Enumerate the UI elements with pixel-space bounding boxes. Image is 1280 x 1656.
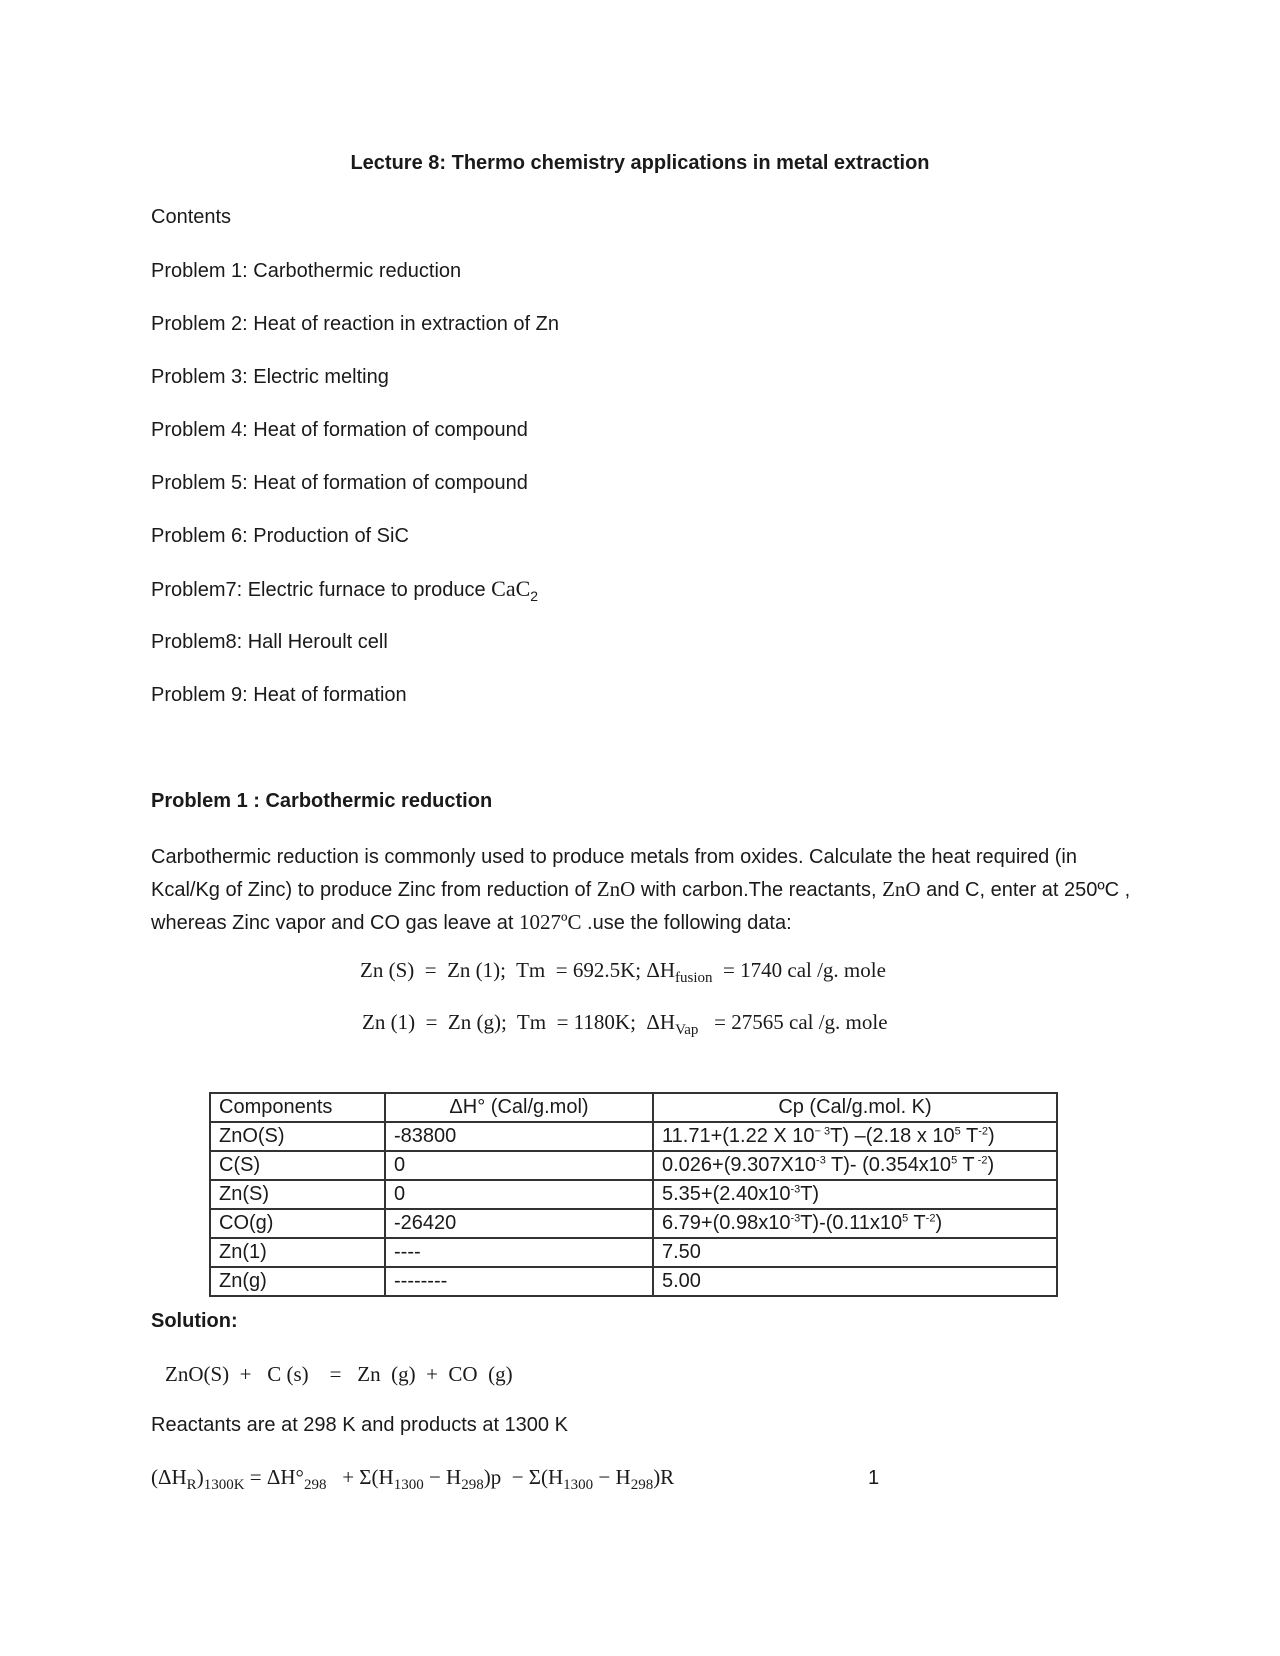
- cp-part: T): [800, 1183, 820, 1205]
- cp-cell: 7.50: [653, 1238, 1057, 1267]
- cp-cell: [653, 1151, 1057, 1180]
- component-cell: Zn(S): [210, 1180, 385, 1209]
- temperature: 1027ºC: [518, 910, 582, 934]
- contents-heading: Contents: [151, 206, 232, 228]
- cp-exponent: -2: [925, 1212, 936, 1225]
- component-cell: CO(g): [210, 1209, 385, 1238]
- problem-heading: Problem 1 : Carbothermic reduction: [151, 790, 493, 812]
- table-row: [210, 1267, 1057, 1296]
- cp-part: 0.026+(9.307X10: [662, 1154, 817, 1176]
- column-header: Cp (Cal/g.mol. K): [653, 1093, 1057, 1122]
- equation-part: − H: [593, 1465, 631, 1489]
- cp-cell: [653, 1209, 1057, 1238]
- chemical-formula: CaC: [491, 576, 531, 601]
- equation-part: = ΔH°: [244, 1465, 304, 1489]
- cp-part: T)-(0.11x10: [800, 1212, 903, 1234]
- page-title: Lecture 8: Thermo chemistry applications in metal extraction: [350, 152, 930, 174]
- formula: ZnO: [882, 877, 921, 901]
- equation-part: + Σ(H: [326, 1465, 394, 1489]
- cp-cell: [653, 1122, 1057, 1151]
- cp-exponent: − 3: [814, 1125, 831, 1138]
- enthalpy-equation: [151, 1465, 674, 1494]
- equation-subscript: Vap: [675, 1022, 699, 1039]
- table-row: [210, 1209, 1057, 1238]
- cp-part: 11.71+(1.22 X 10: [662, 1125, 815, 1147]
- cp-part: T: [960, 1125, 979, 1147]
- cp-part: T)- (0.354x10: [825, 1154, 952, 1176]
- equation-subscript: 1300: [393, 1477, 424, 1494]
- table-of-contents: [151, 258, 559, 735]
- component-cell: Zn(g): [210, 1267, 385, 1296]
- text-run: with carbon.The reactants,: [635, 879, 883, 901]
- equation-subscript: fusion: [675, 970, 713, 987]
- cp-exponent: 5: [902, 1212, 909, 1225]
- equation-subscript: 298: [630, 1477, 654, 1494]
- table-row: [210, 1238, 1057, 1267]
- cp-part: ): [987, 1154, 995, 1176]
- toc-item-label: Problem7: Electric furnace to produce: [151, 579, 492, 601]
- cp-exponent: -2: [978, 1125, 988, 1138]
- enthalpy-cell: -26420: [385, 1209, 653, 1238]
- text-run: and C, enter at 250ºC , whereas Zinc vapor and CO gas leave at: [151, 879, 1131, 934]
- cp-part: 5.35+(2.40x10: [662, 1183, 791, 1205]
- component-cell: Zn(1): [210, 1238, 385, 1267]
- cp-part: T: [908, 1212, 926, 1234]
- column-header: ΔH° (Cal/g.mol): [385, 1093, 653, 1122]
- cp-part: 6.79+(0.98x10: [662, 1212, 791, 1234]
- text-run: Carbothermic reduction is commonly used to produce metals from oxides. Calculate the heat required (in Kcal/Kg of Zinc) to produce Zinc from reduction of: [151, 846, 1077, 901]
- equation-subscript: 298: [303, 1477, 327, 1494]
- table-header-row: [210, 1093, 1057, 1122]
- cp-exponent: -2: [974, 1154, 988, 1167]
- toc-item: [151, 576, 559, 629]
- cp-part: T) –(2.18 x 10: [830, 1125, 955, 1147]
- reaction-equation: ZnO(S) + C (s) = Zn (g) + CO (g): [165, 1362, 513, 1386]
- cp-exponent: 5: [951, 1154, 958, 1167]
- cp-exponent: -3: [790, 1212, 801, 1225]
- formula: ZnO: [596, 877, 636, 901]
- toc-item: Problem 9: Heat of formation: [151, 684, 407, 706]
- cp-cell: 5.00: [653, 1267, 1057, 1296]
- text-run: .use the following data:: [581, 912, 792, 934]
- table-row: [210, 1151, 1057, 1180]
- equation-part: Zn (S) = Zn (1); Tm = 692.5K; ΔH: [360, 958, 676, 982]
- toc-item: Problem 5: Heat of formation of compound: [151, 472, 528, 494]
- equation-fusion: [360, 958, 886, 987]
- enthalpy-cell: ----: [385, 1238, 653, 1267]
- table-row: [210, 1180, 1057, 1209]
- equation-subscript: 1300K: [203, 1477, 245, 1494]
- cp-part: ): [987, 1125, 995, 1147]
- toc-item: Problem 6: Production of SiC: [151, 525, 409, 547]
- component-cell: ZnO(S): [210, 1122, 385, 1151]
- equation-subscript: R: [186, 1477, 197, 1494]
- toc-item: Problem 3: Electric melting: [151, 366, 389, 388]
- equation-part: )R: [653, 1465, 675, 1489]
- thermo-data-table: [209, 1092, 1058, 1297]
- solution-heading: Solution:: [151, 1310, 238, 1332]
- toc-item: Problem8: Hall Heroult cell: [151, 631, 388, 653]
- toc-item: Problem 2: Heat of reaction in extraction of Zn: [151, 313, 559, 335]
- enthalpy-cell: 0: [385, 1151, 653, 1180]
- enthalpy-cell: --------: [385, 1267, 653, 1296]
- formula-subscript: 2: [530, 588, 539, 604]
- table-row: [210, 1122, 1057, 1151]
- equation-part: Zn (1) = Zn (g); Tm = 1180K; ΔH: [362, 1010, 676, 1034]
- equation-number: 1: [868, 1467, 880, 1489]
- cp-exponent: 5: [954, 1125, 961, 1138]
- column-header: Components: [210, 1093, 385, 1122]
- toc-item: Problem 1: Carbothermic reduction: [151, 260, 462, 282]
- enthalpy-cell: -83800: [385, 1122, 653, 1151]
- equation-part: − H: [423, 1465, 462, 1489]
- equation-part: = 27565 cal /g. mole: [698, 1010, 888, 1034]
- equation-part: ): [196, 1465, 204, 1489]
- cp-part: T: [957, 1154, 975, 1176]
- cp-cell: [653, 1180, 1057, 1209]
- cp-part: ): [935, 1212, 943, 1234]
- equation-subscript: 298: [461, 1477, 484, 1494]
- conditions-note: Reactants are at 298 K and products at 1300 K: [151, 1414, 568, 1436]
- equation-part: )p − Σ(H: [483, 1465, 564, 1489]
- equation-vaporization: [362, 1010, 888, 1039]
- toc-item: Problem 4: Heat of formation of compound: [151, 419, 528, 441]
- cp-exponent: -3: [790, 1183, 801, 1196]
- problem-statement: [151, 841, 1131, 939]
- enthalpy-cell: 0: [385, 1180, 653, 1209]
- component-cell: C(S): [210, 1151, 385, 1180]
- equation-subscript: 1300: [563, 1477, 594, 1494]
- cp-exponent: -3: [816, 1154, 826, 1167]
- equation-part: (ΔH: [151, 1465, 187, 1489]
- equation-part: = 1740 cal /g. mole: [712, 958, 886, 982]
